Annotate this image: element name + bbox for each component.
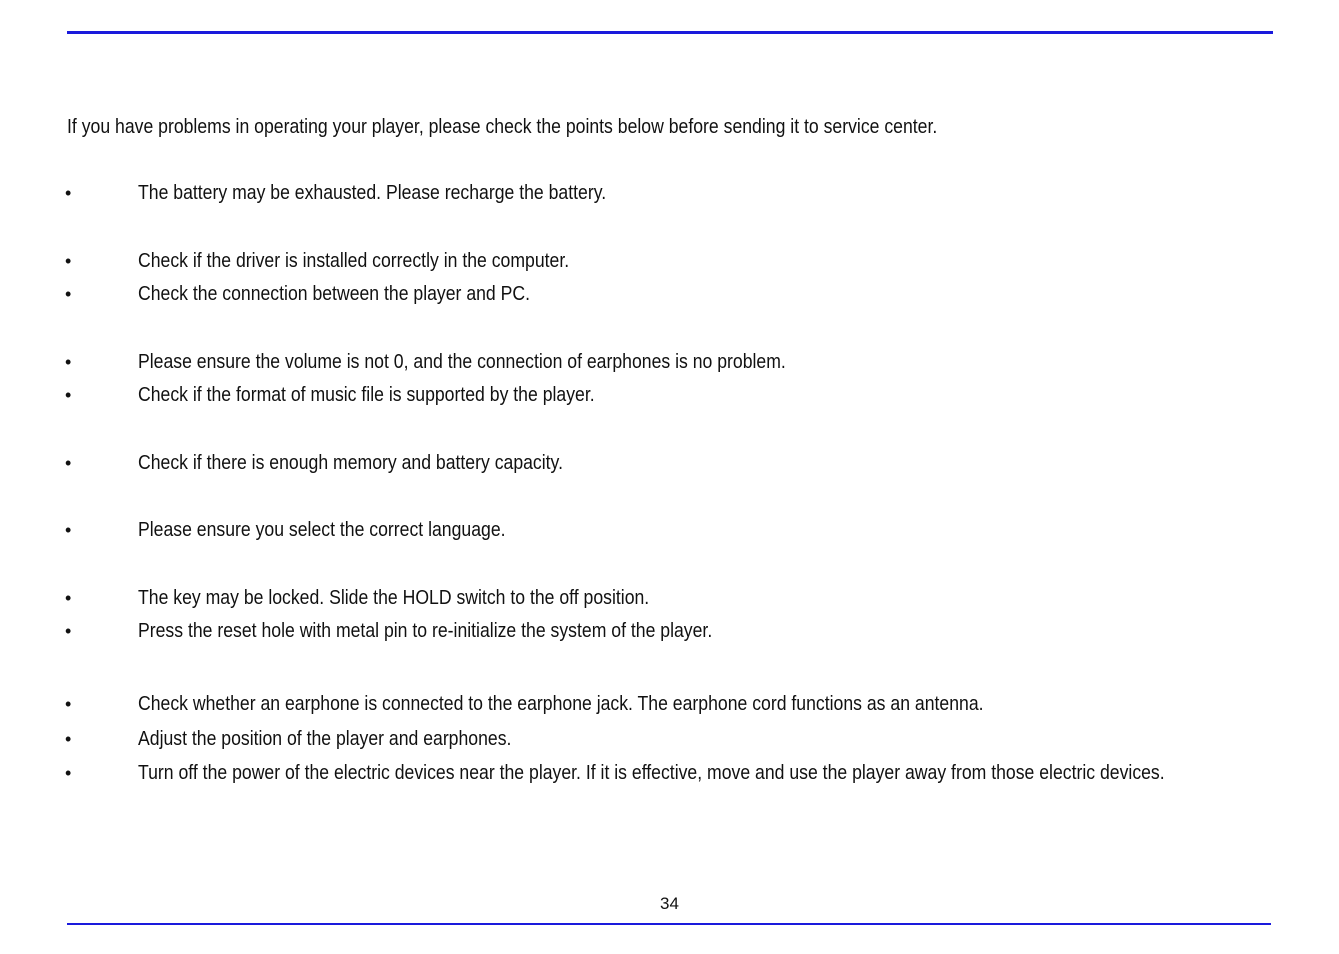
bullet-icon: •: [65, 729, 72, 749]
list-item: [0, 349, 1339, 375]
list-item-text: Check if the format of music file is supported by the player.: [138, 383, 595, 406]
list-item: [0, 585, 1339, 611]
list-item-text: Check if the driver is installed correctly in the computer.: [138, 249, 570, 272]
bullet-icon: •: [65, 284, 72, 304]
list-item-text: Adjust the position of the player and earphones.: [138, 727, 512, 750]
list-item: [0, 618, 1339, 644]
list-item: [0, 382, 1339, 408]
list-item-text: The battery may be exhausted. Please recharge the battery.: [138, 181, 607, 204]
bullet-icon: •: [65, 251, 72, 271]
list-item-text: Please ensure you select the correct language.: [138, 518, 506, 541]
list-item-text: Check if there is enough memory and battery capacity.: [138, 451, 563, 474]
bullet-icon: •: [65, 588, 72, 608]
bottom-divider: [67, 923, 1271, 925]
list-item-text: Press the reset hole with metal pin to re-initialize the system of the player.: [138, 619, 713, 642]
list-item: [0, 281, 1339, 307]
list-item: [0, 691, 1339, 717]
bullet-icon: •: [65, 352, 72, 372]
list-item: [0, 248, 1339, 274]
bullet-icon: •: [65, 520, 72, 540]
top-divider: [67, 31, 1273, 34]
bullet-icon: •: [65, 453, 72, 473]
list-item-text: Check the connection between the player and PC.: [138, 282, 531, 305]
list-item: [0, 450, 1339, 476]
bullet-icon: •: [65, 694, 72, 714]
bullet-icon: •: [65, 183, 72, 203]
bullet-icon: •: [65, 621, 72, 641]
bullet-icon: •: [65, 763, 72, 783]
intro-paragraph: If you have problems in operating your player, please check the points below before sending it to service center.: [67, 115, 938, 138]
list-item-text: Check whether an earphone is connected to the earphone jack. The earphone cord functions as an antenna.: [138, 692, 984, 715]
list-item: [0, 180, 1339, 206]
list-item: [0, 517, 1339, 543]
list-item-text: Turn off the power of the electric devices near the player. If it is effective, move and use the player away from those electric devices.: [138, 761, 1165, 784]
list-item-text: Please ensure the volume is not 0, and the connection of earphones is no problem.: [138, 350, 786, 373]
list-item: [0, 726, 1339, 752]
bullet-icon: •: [65, 385, 72, 405]
list-item-text: The key may be locked. Slide the HOLD switch to the off position.: [138, 586, 650, 609]
page-number: 34: [660, 894, 679, 913]
list-item: [0, 760, 1339, 786]
